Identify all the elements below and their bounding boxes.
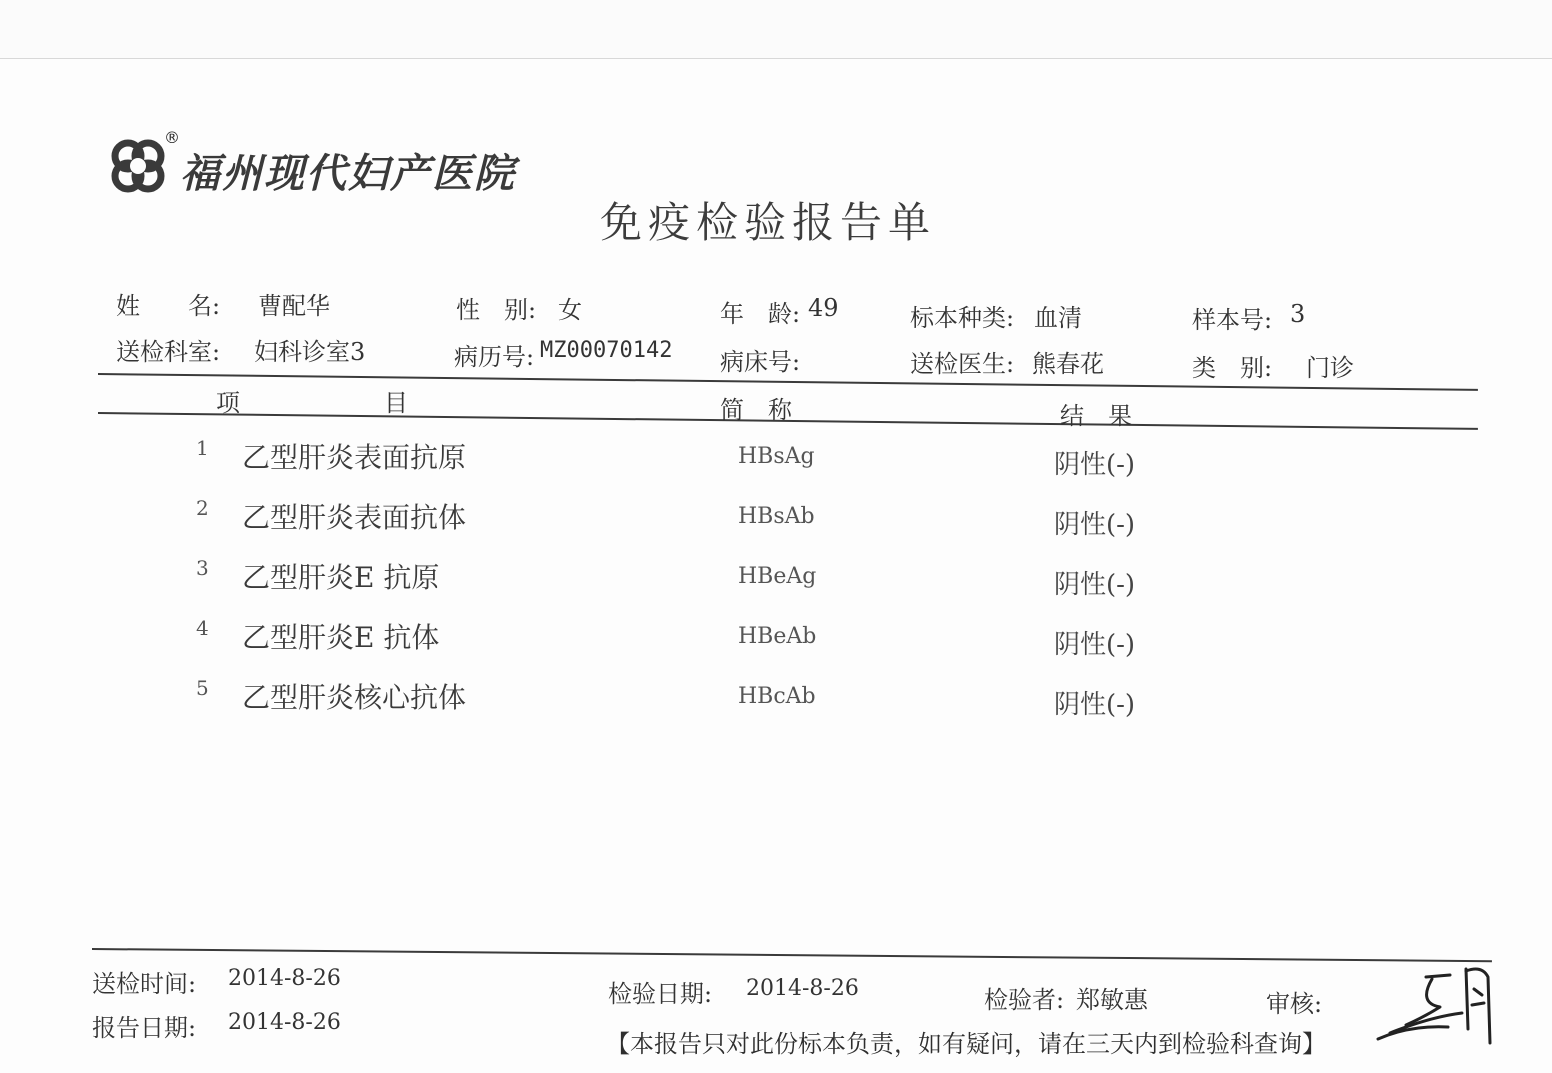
patient-sex: 女 (558, 296, 582, 324)
row-item: 乙型肝炎E 抗原 (242, 561, 440, 594)
row-abbr: HBcAb (738, 684, 816, 709)
record-no: MZ00070142 (540, 338, 673, 363)
record-label: 病历号: (454, 343, 535, 371)
reviewer-label: 审核: (1266, 990, 1323, 1018)
hospital-emblem-icon (106, 132, 170, 202)
row-result: 阴性(-) (1054, 690, 1136, 720)
reviewer-signature-icon (1370, 955, 1520, 1050)
registered-mark: ® (164, 128, 180, 147)
patient-name: 曹配华 (258, 292, 330, 320)
dept: 妇科诊室3 (254, 338, 366, 366)
row-number: 2 (196, 496, 209, 520)
hospital-name: 福州现代妇产医院 (180, 150, 516, 197)
submit-time-label: 送检时间: (92, 970, 197, 998)
row-result: 阴性(-) (1054, 510, 1136, 540)
specimen-label: 标本种类: (910, 304, 1015, 332)
doctor-label: 送检医生: (910, 350, 1015, 378)
tester-name: 郑敏惠 (1076, 986, 1148, 1014)
row-item: 乙型肝炎核心抗体 (242, 681, 467, 714)
bed-label: 病床号: (720, 348, 801, 376)
row-result: 阴性(-) (1054, 450, 1136, 480)
row-item: 乙型肝炎表面抗体 (242, 501, 467, 534)
row-abbr: HBeAb (738, 624, 817, 649)
age-label: 年 龄: (720, 300, 801, 328)
test-date: 2014-8-26 (746, 976, 859, 1001)
col-header-result: 结 果 (1060, 402, 1132, 430)
sex-label: 性 别: (456, 296, 537, 324)
report-date-label: 报告日期: (92, 1014, 197, 1042)
disclaimer-note: 【本报告只对此份标本负责，如有疑问，请在三天内到检验科查询】 (606, 1030, 1326, 1058)
row-abbr: HBsAg (738, 444, 815, 469)
sample-no: 3 (1290, 300, 1306, 328)
row-result: 阴性(-) (1054, 570, 1136, 600)
row-abbr: HBeAg (738, 564, 817, 589)
col-header-item: 项 目 (216, 389, 408, 417)
test-date-label: 检验日期: (608, 980, 713, 1008)
submit-time: 2014-8-26 (228, 966, 341, 991)
row-number: 1 (196, 436, 209, 460)
doctor-name: 熊春花 (1032, 350, 1104, 378)
dept-label: 送检科室: (116, 338, 221, 366)
tester-label: 检验者: (984, 986, 1065, 1014)
report-date: 2014-8-26 (228, 1010, 341, 1035)
row-abbr: HBsAb (738, 504, 815, 529)
sample-no-label: 样本号: (1192, 306, 1273, 334)
scan-top-strip (0, 0, 1552, 58)
row-item: 乙型肝炎E 抗体 (242, 621, 440, 654)
specimen-type: 血清 (1034, 304, 1082, 332)
patient-age: 49 (808, 294, 839, 322)
row-item: 乙型肝炎表面抗原 (242, 441, 467, 474)
report-title: 免疫检验报告单 (600, 198, 937, 247)
row-number: 4 (196, 616, 209, 640)
col-header-abbr: 简 称 (720, 396, 792, 424)
category: 门诊 (1306, 354, 1354, 382)
row-number: 3 (196, 556, 209, 580)
row-number: 5 (196, 676, 209, 700)
hospital-logo (106, 128, 526, 202)
name-label: 姓 名: (116, 292, 221, 320)
row-result: 阴性(-) (1054, 630, 1136, 660)
category-label: 类 别: (1192, 354, 1273, 382)
